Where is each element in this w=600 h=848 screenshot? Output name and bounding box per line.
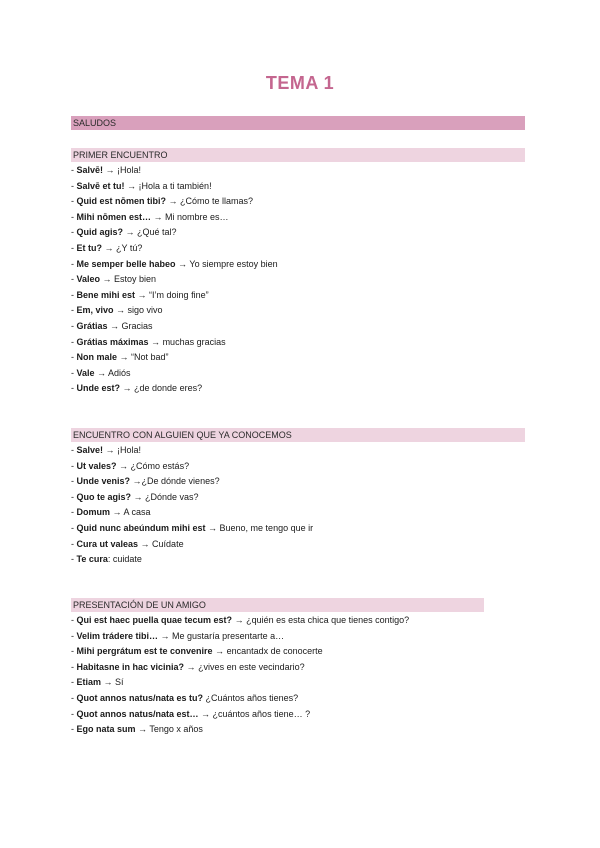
page-title: TEMA 1	[265, 73, 335, 93]
arrow-icon: →	[117, 352, 132, 363]
spanish-translation: Mi nombre es…	[165, 211, 229, 222]
latin-phrase: Domum	[76, 507, 110, 518]
spanish-translation: cuidate	[112, 554, 142, 565]
spanish-translation: ¿cuántos años tiene… ?	[212, 708, 311, 719]
main-section-heading: SALUDOS	[71, 116, 525, 130]
phrase-item	[71, 194, 278, 210]
spanish-translation: encantadx de conocerte	[226, 646, 323, 657]
latin-phrase: Etiam	[76, 677, 102, 688]
bullet-dash: -	[71, 522, 77, 533]
arrow-icon: →	[107, 320, 122, 331]
arrow-icon: →	[184, 661, 199, 672]
latin-phrase: Salvē et tu!	[76, 180, 125, 191]
spanish-translation: ¿Y tú?	[116, 242, 143, 253]
phrase-item	[71, 210, 278, 226]
bullet-dash: -	[71, 507, 77, 518]
spanish-translation: muchas gracias	[162, 336, 226, 347]
arrow-icon: →	[138, 538, 153, 549]
phrase-item	[71, 490, 313, 506]
latin-phrase: Quid nunc abeúndum mihi est	[76, 522, 206, 533]
bullet-dash: -	[71, 258, 77, 269]
bullet-dash: -	[71, 724, 77, 735]
spanish-translation: ¡Hola a ti también!	[138, 180, 212, 191]
phrase-item	[71, 272, 278, 288]
bullet-dash: -	[71, 630, 77, 641]
spanish-translation: Me gustaría presentarte a…	[172, 630, 285, 641]
spanish-translation: Yo siempre estoy bien	[189, 258, 278, 269]
bullet-dash: -	[71, 383, 77, 394]
arrow-icon: :	[107, 554, 113, 565]
bullet-dash: -	[71, 677, 77, 688]
latin-phrase: Quid est nōmen tibi?	[76, 196, 166, 207]
latin-phrase: Valeo	[76, 274, 101, 285]
spanish-translation: ¡Hola!	[117, 445, 142, 455]
phrase-item	[71, 381, 278, 397]
phrase-item	[71, 303, 278, 319]
bullet-dash: -	[71, 336, 77, 347]
section-heading-encuentro-conocido: ENCUENTRO CON ALGUIEN QUE YA CONOCEMOS	[71, 428, 525, 442]
spanish-translation: ¿Cómo te llamas?	[180, 196, 254, 207]
spanish-translation: ¿vives en este vecindario?	[198, 661, 305, 672]
spanish-translation: ¿de donde eres?	[134, 383, 203, 394]
arrow-icon: →	[135, 724, 150, 735]
phrase-item	[71, 350, 278, 366]
arrow-icon: →	[212, 646, 227, 657]
arrow-icon: →	[123, 227, 138, 238]
latin-phrase: Grátias máximas	[76, 336, 149, 347]
bullet-dash: -	[71, 180, 77, 191]
arrow-icon: →	[120, 383, 135, 394]
arrow-icon: →	[131, 491, 146, 502]
bullet-dash: -	[71, 165, 77, 175]
arrow-icon: →	[158, 630, 173, 641]
spanish-translation: ¿quién es esta chica que tienes contigo?	[246, 615, 410, 625]
bullet-dash: -	[71, 367, 77, 378]
latin-phrase: Mihi pergrátum est te convenire	[76, 646, 213, 657]
spanish-translation: sigo vivo	[127, 305, 163, 316]
phrase-item	[71, 644, 409, 660]
latin-phrase: Et tu?	[76, 242, 102, 253]
phrase-list-encuentro-conocido	[71, 443, 313, 568]
arrow-icon: →	[166, 196, 181, 207]
spanish-translation: ¡Hola!	[117, 165, 142, 175]
arrow-icon: →	[151, 211, 166, 222]
spanish-translation: ¿Cuántos años tienes?	[205, 692, 299, 703]
latin-phrase: Salve!	[76, 445, 104, 455]
bullet-dash: -	[71, 320, 77, 331]
latin-phrase: Grátias	[76, 320, 108, 331]
phrase-item	[71, 335, 278, 351]
arrow-icon: →	[175, 258, 190, 269]
phrase-item	[71, 707, 409, 723]
phrase-item	[71, 257, 278, 273]
latin-phrase: Me semper belle habeo	[76, 258, 176, 269]
spanish-translation: Tengo x años	[149, 724, 203, 735]
arrow-icon: →	[101, 677, 116, 688]
bullet-dash: -	[71, 615, 77, 625]
bullet-dash: -	[71, 554, 77, 565]
arrow-icon: →	[102, 242, 117, 253]
bullet-dash: -	[71, 460, 77, 471]
phrase-item	[71, 474, 313, 490]
bullet-dash: -	[71, 289, 77, 300]
bullet-dash: -	[71, 476, 77, 487]
phrase-item	[71, 552, 313, 568]
latin-phrase: Quo te agis?	[76, 491, 132, 502]
bullet-dash: -	[71, 227, 77, 238]
spanish-translation: ¿De dónde vienes?	[141, 476, 220, 487]
bullet-dash: -	[71, 661, 77, 672]
phrase-item	[71, 163, 278, 179]
arrow-icon: →	[232, 615, 247, 625]
spanish-translation: “I’m doing fine”	[149, 289, 209, 300]
spanish-translation: “Not bad”	[131, 352, 169, 363]
arrow-icon: →	[130, 476, 142, 487]
section-heading-primer-encuentro: PRIMER ENCUENTRO	[71, 148, 525, 162]
bullet-dash: -	[71, 242, 77, 253]
arrow-icon: →	[116, 460, 131, 471]
phrase-item	[71, 722, 409, 738]
latin-phrase: Salvē!	[76, 165, 104, 175]
latin-phrase: Ut vales?	[76, 460, 117, 471]
latin-phrase: Non male	[76, 352, 118, 363]
bullet-dash: -	[71, 305, 77, 316]
bullet-dash: -	[71, 538, 77, 549]
spanish-translation: Estoy bien	[114, 274, 157, 285]
section-heading-presentacion: PRESENTACIÓN DE UN AMIGO	[71, 598, 484, 612]
arrow-icon: →	[148, 336, 163, 347]
bullet-dash: -	[71, 646, 77, 657]
spanish-translation: Gracias	[121, 320, 153, 331]
phrase-item	[71, 288, 278, 304]
arrow-icon: →	[113, 305, 128, 316]
arrow-icon: →	[100, 274, 115, 285]
phrase-item	[71, 319, 278, 335]
phrase-item	[71, 366, 278, 382]
latin-phrase: Quot annos natus/nata est…	[76, 708, 199, 719]
phrase-item	[71, 613, 409, 629]
bullet-dash: -	[71, 445, 77, 455]
latin-phrase: Unde est?	[76, 383, 121, 394]
arrow-icon: →	[124, 180, 139, 191]
arrow-icon: →	[103, 445, 118, 455]
bullet-dash: -	[71, 196, 77, 207]
arrow-icon: →	[205, 522, 220, 533]
latin-phrase: Quot annos natus/nata es tu?	[76, 692, 204, 703]
latin-phrase: Habitasne in hac vicinia?	[76, 661, 185, 672]
phrase-list-primer-encuentro	[71, 163, 278, 397]
bullet-dash: -	[71, 211, 77, 222]
spanish-translation: Bueno, me tengo que ir	[219, 522, 314, 533]
latin-phrase: Ego nata sum	[76, 724, 136, 735]
spanish-translation: ¿Qué tal?	[137, 227, 177, 238]
phrase-item	[71, 537, 313, 553]
phrase-item	[71, 629, 409, 645]
phrase-item	[71, 459, 313, 475]
arrow-icon: →	[110, 507, 124, 518]
phrase-item	[71, 691, 409, 707]
latin-phrase: Te cura	[76, 554, 108, 565]
phrase-item	[71, 443, 313, 459]
latin-phrase: Cura ut valeas	[76, 538, 139, 549]
latin-phrase: Qui est haec puella quae tecum est?	[76, 615, 233, 625]
spanish-translation: Cuídate	[152, 538, 184, 549]
latin-phrase: Bene mihi est	[76, 289, 136, 300]
phrase-item	[71, 225, 278, 241]
latin-phrase: Velim trádere tibi…	[76, 630, 159, 641]
bullet-dash: -	[71, 352, 77, 363]
bullet-dash: -	[71, 274, 77, 285]
spanish-translation: ¿Dónde vas?	[145, 491, 199, 502]
bullet-dash: -	[71, 692, 77, 703]
arrow-icon: →	[103, 165, 118, 175]
latin-phrase: Unde venis?	[76, 476, 131, 487]
phrase-item	[71, 505, 313, 521]
phrase-item	[71, 521, 313, 537]
latin-phrase: Mihi nōmen est…	[76, 211, 152, 222]
spanish-translation: Sí	[115, 677, 124, 688]
phrase-list-presentacion	[71, 613, 409, 738]
arrow-icon: →	[198, 708, 213, 719]
phrase-item	[71, 179, 278, 195]
phrase-item	[71, 675, 409, 691]
spanish-translation: Adiós	[108, 367, 131, 378]
arrow-icon: →	[94, 367, 109, 378]
latin-phrase: Vale	[76, 367, 95, 378]
phrase-item	[71, 660, 409, 676]
phrase-item	[71, 241, 278, 257]
spanish-translation: ¿Cómo estás?	[130, 460, 190, 471]
latin-phrase: Em, vivo	[76, 305, 114, 316]
latin-phrase: Quid agis?	[76, 227, 124, 238]
bullet-dash: -	[71, 708, 77, 719]
bullet-dash: -	[71, 491, 77, 502]
spanish-translation: A casa	[123, 507, 151, 518]
arrow-icon: →	[135, 289, 150, 300]
